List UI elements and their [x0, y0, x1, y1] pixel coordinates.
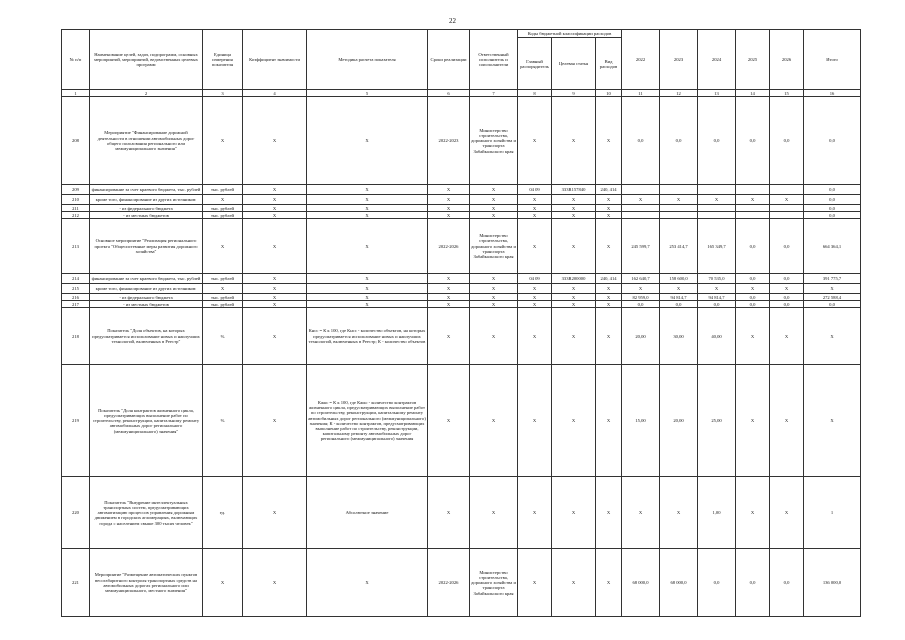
table-cell: 0,0	[770, 549, 804, 617]
table-cell: 0,0	[736, 549, 770, 617]
row-number-cell: 221	[62, 549, 90, 617]
table-cell: X	[770, 308, 804, 365]
table-cell: 2022-2026	[428, 549, 470, 617]
table-cell: 15,00	[622, 365, 660, 477]
table-cell: X	[552, 365, 596, 477]
table-cell: 0,0	[698, 301, 736, 308]
table-cell: 1	[804, 477, 861, 549]
table-cell: 0,0	[770, 219, 804, 274]
table-row	[62, 301, 861, 308]
table-cell: X	[203, 195, 243, 205]
table-cell: X	[736, 284, 770, 294]
table-cell: 245 599,7	[622, 219, 660, 274]
table-cell: X	[596, 301, 622, 308]
table-cell: X	[770, 365, 804, 477]
table-cell: X	[596, 477, 622, 549]
table-cell: X	[307, 97, 428, 185]
row-number-cell: 212	[62, 212, 90, 219]
table-header	[62, 30, 861, 97]
table-cell: тыс. рублей	[203, 301, 243, 308]
table-cell: X	[552, 477, 596, 549]
table-row	[62, 549, 861, 617]
table-cell: Мероприятие "Финансирование дорожной деятельности в отношении автомобильных дорог общего пользования регионального или межмуниципального значения"	[90, 97, 203, 185]
table-cell: X	[243, 294, 307, 301]
table-row	[62, 195, 861, 205]
table-cell: 94 814,7	[698, 294, 736, 301]
table-cell: X	[552, 212, 596, 219]
table-cell: 158 600,0	[660, 274, 698, 284]
table-cell: %	[203, 365, 243, 477]
table-cell: X	[307, 185, 428, 195]
table-cell: Кжкс = К к 100, где Кжкс - количество контрактов жизненного цикла, предусматривающих выполнение работ по строительству, реконструкции, капитальному ремонту автомобильных дорог регионального (межмуниципального) значения; К - количество контрактов, предусматривающих выполнение работ по строительству, реконструкции, капитальному ремонту автомобильных дорог регионального (межмуниципального) значения	[307, 365, 428, 477]
page-number: 22	[449, 17, 456, 25]
table-cell: тыс. рублей	[203, 205, 243, 212]
table-cell: X	[736, 477, 770, 549]
table-cell: 0,0	[698, 549, 736, 617]
row-number-cell: 209	[62, 185, 90, 195]
col-number: 3	[203, 90, 243, 97]
table-cell: 04 09	[518, 274, 552, 284]
table-cell	[770, 205, 804, 212]
col-header-name: Наименование целей, задач, подпрограмм, основных мероприятий, мероприятий, ведомственных целевых программ	[90, 30, 203, 90]
table-cell: тыс. рублей	[203, 294, 243, 301]
col-number: 11	[622, 90, 660, 97]
table-cell: %	[203, 308, 243, 365]
table-cell: X	[552, 205, 596, 212]
table-cell: X	[552, 549, 596, 617]
table-cell: 0,0	[736, 301, 770, 308]
table-cell: X	[596, 97, 622, 185]
table-cell: X	[518, 365, 552, 477]
table-cell: 0,0	[804, 195, 861, 205]
table-cell: 30,00	[660, 308, 698, 365]
row-number-cell: 215	[62, 284, 90, 294]
table-cell: тыс. рублей	[203, 212, 243, 219]
col-header-2022: 2022	[622, 30, 660, 90]
table-row	[62, 205, 861, 212]
table-cell: кроме того, финансирование из других источников:	[90, 284, 203, 294]
table-cell: Абсолютное значение	[307, 477, 428, 549]
col-header-2024: 2024	[698, 30, 736, 90]
table-cell: 0,0	[736, 219, 770, 274]
col-number: 16	[804, 90, 861, 97]
table-cell: X	[736, 308, 770, 365]
table-cell: X	[470, 308, 518, 365]
table-cell	[698, 212, 736, 219]
column-numbers-row	[62, 90, 861, 97]
col-header-executor: Ответственный исполнитель и соисполнители	[470, 30, 518, 90]
table-cell: 0,0	[770, 294, 804, 301]
table-cell: X	[596, 212, 622, 219]
table-cell: 1,00	[698, 477, 736, 549]
table-cell	[736, 205, 770, 212]
table-cell: - из федерального бюджета	[90, 294, 203, 301]
table-cell: X	[736, 365, 770, 477]
table-cell: X	[552, 284, 596, 294]
table-cell: 272 588,4	[804, 294, 861, 301]
table-cell: X	[518, 284, 552, 294]
table-cell: X	[428, 212, 470, 219]
table-cell: финансирование за счет краевого бюджета, тыс. рублей	[90, 185, 203, 195]
col-number: 13	[698, 90, 736, 97]
table-cell: 20,00	[622, 308, 660, 365]
col-number: 5	[307, 90, 428, 97]
table-cell: - из местных бюджетов	[90, 301, 203, 308]
table-cell: X	[770, 477, 804, 549]
table-cell: X	[243, 212, 307, 219]
col-header-method: Методика расчета показателя	[307, 30, 428, 90]
table-cell: X	[243, 365, 307, 477]
table-cell: 94 814,7	[660, 294, 698, 301]
col-header-2023: 2023	[660, 30, 698, 90]
table-cell: 40,00	[698, 308, 736, 365]
table-cell: X	[596, 284, 622, 294]
table-cell: X	[518, 205, 552, 212]
table-cell: 664 364,1	[804, 219, 861, 274]
table-row	[62, 185, 861, 195]
col-header-period: Сроки реализации	[428, 30, 470, 90]
table-cell: 0,0	[804, 185, 861, 195]
table-cell: X	[660, 284, 698, 294]
table-cell: кроме того, финансирование из других источников:	[90, 195, 203, 205]
col-header-expense-type: Вид расходов	[596, 38, 622, 90]
col-number: 12	[660, 90, 698, 97]
table-cell: X	[428, 284, 470, 294]
table-cell: X	[428, 195, 470, 205]
table-row	[62, 212, 861, 219]
table-cell: 253 414,7	[660, 219, 698, 274]
col-number: 9	[552, 90, 596, 97]
table-cell: 0,0	[736, 294, 770, 301]
table-cell: X	[243, 219, 307, 274]
table-cell: Основное мероприятие "Реализация регионального проекта "Общесистемные меры развития дорожного хозяйства"	[90, 219, 203, 274]
table-cell: Показатель "Внедрение интеллектуальных транспортных систем, предусматривающих автоматизацию процессов управления дорожным движением в городских агломерациях, включающих города с населением свыше 300 тысяч человек"	[90, 477, 203, 549]
table-cell: X	[470, 365, 518, 477]
table-cell: 333R157840	[552, 185, 596, 195]
table-cell: X	[307, 212, 428, 219]
col-header-target-article: Целевая статья	[552, 38, 596, 90]
table-cell: X	[804, 365, 861, 477]
table-cell: X	[552, 97, 596, 185]
table-cell	[622, 212, 660, 219]
row-number-cell: 214	[62, 274, 90, 284]
table-cell: 0,0	[770, 274, 804, 284]
row-number-cell: 210	[62, 195, 90, 205]
table-cell: 20,00	[660, 365, 698, 477]
table-cell	[698, 185, 736, 195]
table-cell: X	[518, 97, 552, 185]
table-cell: X	[518, 477, 552, 549]
table-cell: 240, 414	[596, 274, 622, 284]
table-cell: X	[470, 205, 518, 212]
table-cell: 68 000,0	[660, 549, 698, 617]
table-cell: X	[622, 477, 660, 549]
table-cell	[660, 212, 698, 219]
row-number-cell: 219	[62, 365, 90, 477]
table-cell: X	[470, 477, 518, 549]
table-cell: X	[470, 294, 518, 301]
row-number-cell: 218	[62, 308, 90, 365]
table-cell: 136 000,0	[804, 549, 861, 617]
table-cell: X	[203, 549, 243, 617]
table-cell: 0,0	[622, 97, 660, 185]
table-cell: 70 535,0	[698, 274, 736, 284]
table-cell: X	[622, 195, 660, 205]
table-cell	[622, 185, 660, 195]
table-cell: 0,0	[736, 274, 770, 284]
row-number-cell: 208	[62, 97, 90, 185]
table-cell: X	[243, 284, 307, 294]
table-row	[62, 284, 861, 294]
table-cell: X	[243, 549, 307, 617]
table-cell	[736, 212, 770, 219]
table-cell: 0,0	[660, 301, 698, 308]
table-row	[62, 274, 861, 284]
table-cell: X	[596, 294, 622, 301]
table-cell: 68 000,0	[622, 549, 660, 617]
table-cell	[736, 185, 770, 195]
table-row	[62, 294, 861, 301]
table-cell: X	[470, 195, 518, 205]
table-cell: X	[552, 308, 596, 365]
table-cell	[770, 212, 804, 219]
table-cell: X	[307, 205, 428, 212]
col-number: 7	[470, 90, 518, 97]
table-cell: X	[203, 219, 243, 274]
table-cell: X	[428, 294, 470, 301]
table-cell: X	[596, 205, 622, 212]
table-cell: X	[428, 274, 470, 284]
table-cell	[698, 205, 736, 212]
col-header-2026: 2026	[770, 30, 804, 90]
table-row	[62, 308, 861, 365]
table-cell: X	[622, 284, 660, 294]
col-number: 6	[428, 90, 470, 97]
table-cell: 240, 414	[596, 185, 622, 195]
col-number: 10	[596, 90, 622, 97]
table-cell: X	[660, 477, 698, 549]
col-number: 4	[243, 90, 307, 97]
table-cell: 82 959,0	[622, 294, 660, 301]
table-cell: X	[518, 212, 552, 219]
table-cell: X	[428, 365, 470, 477]
table-cell	[660, 205, 698, 212]
table-cell: 0,0	[736, 97, 770, 185]
table-cell: X	[307, 195, 428, 205]
table-cell: X	[518, 549, 552, 617]
row-number-cell: 213	[62, 219, 90, 274]
col-header-coef: Коэффициент значимости	[243, 30, 307, 90]
table-cell: 0,0	[804, 205, 861, 212]
table-cell: X	[770, 284, 804, 294]
table-cell: 0,0	[770, 97, 804, 185]
col-number: 14	[736, 90, 770, 97]
table-cell: 165 349,7	[698, 219, 736, 274]
col-header-budget-codes: Коды бюджетной классификации расходов	[518, 30, 622, 38]
col-header-2025: 2025	[736, 30, 770, 90]
table-cell: X	[243, 477, 307, 549]
row-number-cell: 220	[62, 477, 90, 549]
table-cell: X	[470, 284, 518, 294]
table-cell: X	[518, 294, 552, 301]
table-cell: X	[596, 308, 622, 365]
table-cell: - из федерального бюджета	[90, 205, 203, 212]
table-cell: X	[736, 195, 770, 205]
table-cell: 2022-2026	[428, 219, 470, 274]
table-row	[62, 365, 861, 477]
table-cell: X	[307, 284, 428, 294]
table-cell: - из местных бюджетов	[90, 212, 203, 219]
table-cell: X	[698, 284, 736, 294]
table-cell: 04 09	[518, 185, 552, 195]
table-cell: Кнсс = К к 100, где Кнсс - количество объектов, на которых предусматривается использование новых и наилучших технологий, включенных в Реестр; К - количество объектов	[307, 308, 428, 365]
table-cell: X	[307, 294, 428, 301]
table-cell: X	[804, 308, 861, 365]
table-cell: X	[596, 219, 622, 274]
table-cell: X	[428, 477, 470, 549]
table-cell: X	[518, 219, 552, 274]
col-header-total: Итого	[804, 30, 861, 90]
table-cell: X	[518, 301, 552, 308]
table-cell: X	[596, 549, 622, 617]
table-cell: ед.	[203, 477, 243, 549]
table-cell: X	[307, 549, 428, 617]
table-cell: X	[660, 195, 698, 205]
table-cell: Показатель "Доля объектов, на которых предусматривается использование новых и наилучших технологий, включенных в Реестр"	[90, 308, 203, 365]
col-number: 8	[518, 90, 552, 97]
table-cell: X	[243, 205, 307, 212]
row-number-cell: 211	[62, 205, 90, 212]
row-number-cell: 217	[62, 301, 90, 308]
table-cell: X	[470, 301, 518, 308]
table-row	[62, 477, 861, 549]
col-header-grbs: Главный распорядитель	[518, 38, 552, 90]
table-cell: Мероприятие "Размещение автоматических пунктов весогабаритного контроля транспортных средств на автомобильных дорогах регионального или межмуниципального, местного значения"	[90, 549, 203, 617]
table-cell: 0,0	[622, 301, 660, 308]
table-cell: X	[243, 185, 307, 195]
table-cell: 333R200000	[552, 274, 596, 284]
col-number: 15	[770, 90, 804, 97]
col-header-unit: Единица измерения показателя	[203, 30, 243, 90]
table-cell: X	[428, 301, 470, 308]
table-cell: тыс. рублей	[203, 274, 243, 284]
table-body	[62, 97, 861, 617]
table-cell: 0,0	[804, 97, 861, 185]
table-cell: X	[243, 301, 307, 308]
table-cell: X	[307, 274, 428, 284]
row-number-cell: 216	[62, 294, 90, 301]
table-cell: X	[307, 301, 428, 308]
table-cell: финансирование за счет краевого бюджета, тыс. рублей	[90, 274, 203, 284]
table-cell: X	[552, 294, 596, 301]
table-cell: X	[243, 308, 307, 365]
table-cell: X	[243, 195, 307, 205]
table-cell: X	[203, 284, 243, 294]
table-cell: 391 775,7	[804, 274, 861, 284]
table-cell: 0,0	[698, 97, 736, 185]
table-cell: X	[428, 185, 470, 195]
table-cell: 162 640,7	[622, 274, 660, 284]
table-cell: 25,00	[698, 365, 736, 477]
table-cell: X	[518, 195, 552, 205]
table-cell: X	[518, 308, 552, 365]
col-number: 1	[62, 90, 90, 97]
table-cell: X	[596, 195, 622, 205]
table-cell: X	[470, 274, 518, 284]
table-cell: X	[243, 97, 307, 185]
table-cell: X	[470, 185, 518, 195]
col-number: 2	[90, 90, 203, 97]
table-cell: X	[698, 195, 736, 205]
table-cell	[660, 185, 698, 195]
table-cell: Министерство строительства, дорожного хозяйства и транспорта Забайкальского края	[470, 97, 518, 185]
table-cell: 2022-2023	[428, 97, 470, 185]
table-cell: тыс. рублей	[203, 185, 243, 195]
table-cell: Показатель "Доля контрактов жизненного цикла, предусматривающих выполнение работ по строительству, реконструкции, капитальному ремонту автомобильных дорог регионального (межмуниципального) значения"	[90, 365, 203, 477]
table-row	[62, 219, 861, 274]
table-row	[62, 97, 861, 185]
program-table	[61, 29, 861, 617]
table-cell: X	[428, 205, 470, 212]
table-cell: 0,0	[770, 301, 804, 308]
table-cell: Министерство строительства, дорожного хозяйства и транспорта Забайкальского края	[470, 549, 518, 617]
table-cell: X	[428, 308, 470, 365]
table-cell: X	[307, 219, 428, 274]
table-cell: X	[596, 365, 622, 477]
table-cell	[622, 205, 660, 212]
table-cell: X	[243, 274, 307, 284]
table-cell: X	[770, 195, 804, 205]
table-cell	[770, 185, 804, 195]
table-cell: X	[552, 301, 596, 308]
table-cell: X	[804, 284, 861, 294]
table-cell: 0,0	[804, 301, 861, 308]
table-cell: Министерство строительства, дорожного хозяйства и транспорта Забайкальского края	[470, 219, 518, 274]
table-cell: X	[203, 97, 243, 185]
col-header-num: № п/п	[62, 30, 90, 90]
table-cell: X	[552, 195, 596, 205]
table-cell: 0,0	[804, 212, 861, 219]
table-cell: 0,0	[660, 97, 698, 185]
table-cell: X	[470, 212, 518, 219]
table-cell: X	[552, 219, 596, 274]
